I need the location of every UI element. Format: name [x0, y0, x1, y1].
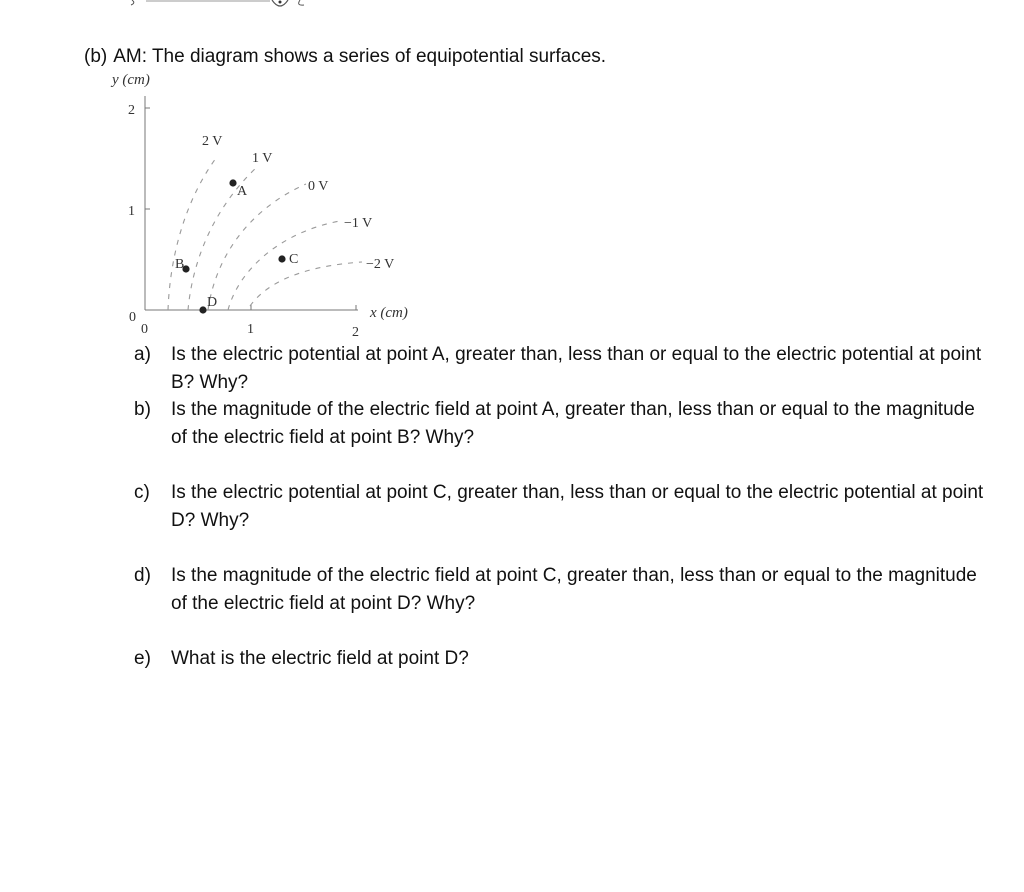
- question-label: d): [134, 565, 151, 586]
- question-text: Is the magnitude of the electric field at point A, greater than, less than or equal to the magnitude of the electric field at point B? Why?: [171, 399, 975, 448]
- question-label: c): [134, 482, 150, 503]
- point-a-label: A: [237, 184, 248, 199]
- y-tick-label: 1: [128, 204, 135, 219]
- point-a-marker: [229, 179, 236, 186]
- y-tick-label: 0: [129, 310, 136, 325]
- x-tick-label: 0: [141, 322, 148, 337]
- question-list: [134, 341, 994, 673]
- question-text: Is the electric potential at point A, greater than, less than or equal to the electric potential at point B? Why?: [171, 344, 982, 393]
- previous-figure-fragment: [0, 0, 1024, 14]
- x-tick-label: 2: [352, 325, 359, 340]
- equipotential-neg2v: [250, 262, 362, 306]
- equipotential-label: 1 V: [252, 151, 273, 166]
- point-d-label: D: [207, 295, 218, 310]
- y-tick-label: 2: [128, 103, 135, 118]
- question-label: b): [134, 399, 151, 420]
- equipotential-label: −1 V: [344, 216, 373, 231]
- x-axis-label: x (cm): [370, 305, 408, 321]
- question-e: [134, 645, 994, 673]
- equipotential-label: −2 V: [366, 257, 395, 272]
- question-label: e): [134, 648, 151, 669]
- question-b: [134, 396, 994, 451]
- equipotential-label: 2 V: [202, 134, 223, 149]
- question-d: [134, 562, 994, 617]
- equipotential-label: 0 V: [308, 179, 329, 194]
- point-d-marker: [199, 306, 206, 313]
- section-prefix: (b): [84, 46, 108, 67]
- point-c-label: C: [289, 252, 299, 267]
- equipotential-diagram: [100, 66, 440, 342]
- equipotential-1v: [188, 166, 258, 310]
- y-axis-label: y (cm): [112, 72, 150, 88]
- equipotential-neg1v: [228, 221, 340, 310]
- question-text: Is the magnitude of the electric field at point C, greater than, less than or equal to the magnitude of the electric field at point D? Why?: [171, 565, 977, 614]
- question-c: [134, 479, 994, 534]
- x-tick-label: 1: [247, 322, 254, 337]
- equipotential-0v: [208, 184, 306, 310]
- question-text: What is the electric field at point D?: [171, 648, 469, 669]
- point-b-label: B: [175, 257, 185, 272]
- question-a: [134, 341, 994, 396]
- question-text: Is the electric potential at point C, greater than, less than or equal to the electric potential at point D? Why?: [171, 482, 984, 531]
- question-label: a): [134, 344, 151, 365]
- point-c-marker: [278, 255, 285, 262]
- section-heading-text: AM: The diagram shows a series of equipotential surfaces.: [113, 46, 607, 67]
